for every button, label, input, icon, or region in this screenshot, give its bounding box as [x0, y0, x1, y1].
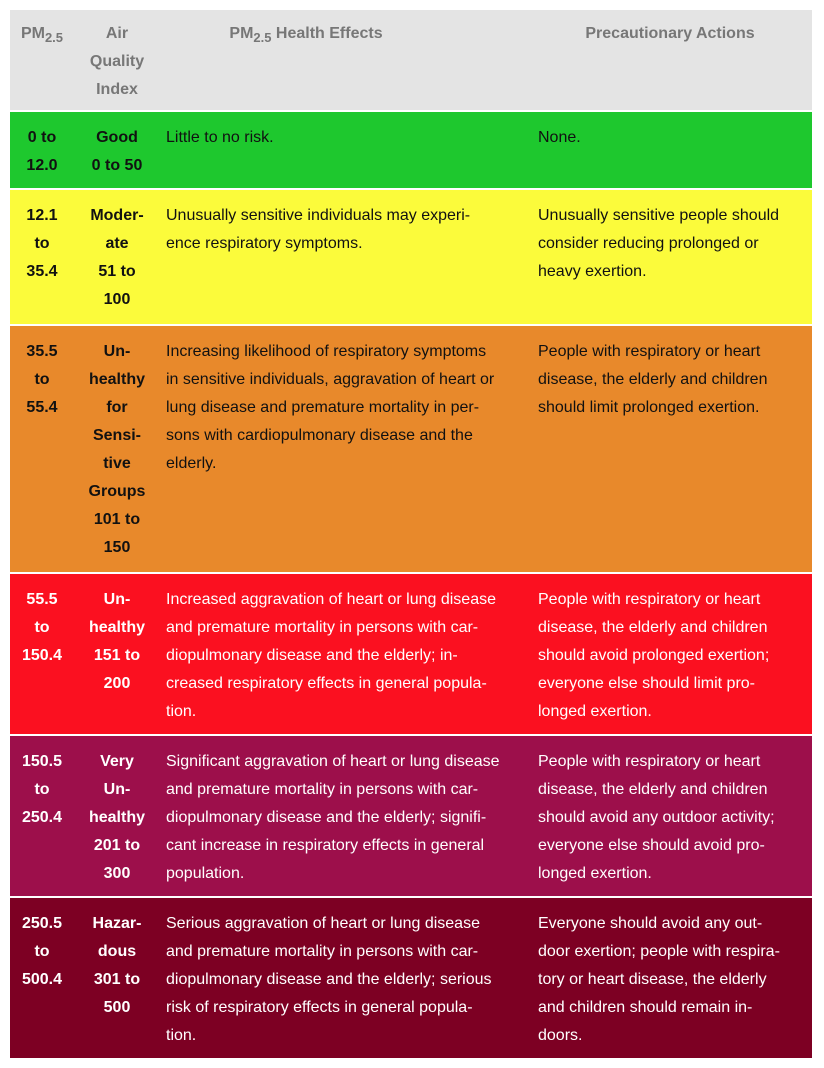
pm-range-cell-line: 250.4 — [21, 809, 63, 826]
aqi-category-cell-line: Un- — [103, 591, 131, 608]
aqi-category-cell-line: 200 — [103, 675, 131, 692]
pm-range-cell — [10, 112, 74, 180]
table-row — [10, 736, 812, 898]
precautionary-actions-cell-line: disease, the elderly and children — [538, 371, 768, 388]
header-pm-subscript: 2.5 — [44, 30, 64, 45]
precautionary-actions-cell-line: disease, the elderly and children — [538, 781, 768, 798]
table-body — [10, 112, 812, 1060]
header-aqi-line: Quality — [89, 53, 145, 70]
pm-range-cell-line: 35.5 — [26, 343, 58, 360]
health-effects-cell-line: tion. — [166, 703, 197, 720]
table-row — [10, 190, 812, 326]
pm-range-cell — [10, 736, 74, 832]
health-effects-cell-line: in sensitive individuals, aggravation of heart or — [166, 371, 495, 388]
health-effects-cell-line: Little to no risk. — [166, 129, 274, 146]
health-effects-cell — [166, 736, 528, 888]
aqi-category-cell-line: healthy — [88, 371, 145, 388]
pm-range-cell-line: 0 to — [27, 129, 57, 146]
health-effects-cell-line: Serious aggravation of heart or lung disease — [166, 915, 480, 932]
aqi-category-cell-line: 101 to — [93, 511, 141, 528]
aqi-category-cell-line: 51 to — [98, 263, 136, 280]
health-effects-cell-line: diopulmonary disease and the elderly; signifi- — [166, 809, 487, 826]
table-row — [10, 112, 812, 190]
precautionary-actions-cell-line: everyone else should avoid pro- — [538, 837, 765, 854]
aqi-category-cell-line: Groups — [88, 483, 146, 500]
health-effects-cell — [166, 326, 528, 478]
aqi-category-cell-line: 0 to 50 — [91, 157, 143, 174]
precautionary-actions-cell — [538, 112, 810, 152]
precautionary-actions-cell-line: None. — [538, 129, 581, 146]
pm-range-cell-line: 12.1 — [26, 207, 58, 224]
table-row — [10, 898, 812, 1060]
precautionary-actions-cell-line: heavy exertion. — [538, 263, 647, 280]
pm-range-cell — [10, 898, 74, 994]
pm-range-cell-line: 500.4 — [21, 971, 63, 988]
health-effects-cell-line: ence respiratory symptoms. — [166, 235, 363, 252]
health-effects-cell-line: Increased aggravation of heart or lung disease — [166, 591, 496, 608]
health-effects-cell — [166, 574, 528, 726]
aqi-category-cell-line: for — [106, 399, 128, 416]
health-effects-cell-line: lung disease and premature mortality in per- — [166, 399, 480, 416]
precautionary-actions-cell-line: should avoid prolonged exertion; — [538, 647, 770, 664]
precautionary-actions-cell — [538, 898, 810, 1050]
precautionary-actions-cell — [538, 190, 810, 286]
aqi-category-cell-line: healthy — [88, 809, 145, 826]
aqi-category-cell-line: Un- — [103, 343, 131, 360]
header-effects-subscript: 2.5 — [253, 30, 272, 45]
precautionary-actions-cell-line: doors. — [538, 1027, 583, 1044]
table-row — [10, 574, 812, 736]
aqi-category-cell-line: Very — [100, 753, 134, 770]
aqi-table — [10, 10, 812, 1060]
health-effects-cell-line: Significant aggravation of heart or lung disease — [166, 753, 500, 770]
header-pm — [10, 10, 74, 52]
health-effects-cell — [166, 112, 528, 152]
health-effects-cell-line: diopulmonary disease and the elderly; serious — [166, 971, 492, 988]
precautionary-actions-cell-line: door exertion; people with respira- — [538, 943, 780, 960]
precautionary-actions-cell-line: longed exertion. — [538, 703, 652, 720]
aqi-category-cell-line: healthy — [88, 619, 145, 636]
pm-range-cell-line: 12.0 — [26, 157, 58, 174]
pm-range-cell-line: 55.5 — [26, 591, 58, 608]
health-effects-cell — [166, 898, 528, 1050]
table-header-row — [10, 10, 812, 112]
health-effects-cell-line: cant increase in respiratory effects in general — [166, 837, 485, 854]
aqi-category-cell-line: 151 to — [93, 647, 141, 664]
precautionary-actions-cell-line: Everyone should avoid any out- — [538, 915, 763, 932]
health-effects-cell-line: and premature mortality in persons with car- — [166, 781, 479, 798]
precautionary-actions-cell-line: Unusually sensitive people should — [538, 207, 780, 224]
health-effects-cell-line: and premature mortality in persons with car- — [166, 943, 479, 960]
health-effects-cell-line: Unusually sensitive individuals may experi- — [166, 207, 471, 224]
header-aqi-line: Index — [96, 81, 138, 98]
table-row — [10, 326, 812, 574]
precautionary-actions-cell-line: should avoid any outdoor activity; — [538, 809, 775, 826]
header-health-effects — [166, 10, 446, 52]
health-effects-cell — [166, 190, 528, 258]
precautionary-actions-cell-line: People with respiratory or heart — [538, 343, 761, 360]
pm-range-cell — [10, 326, 74, 422]
aqi-category-cell-line: 150 — [103, 539, 131, 556]
health-effects-cell-line: elderly. — [166, 455, 217, 472]
pm-range-cell-line: 250.5 — [21, 915, 63, 932]
aqi-category-cell-line: Sensi- — [92, 427, 141, 444]
precautionary-actions-cell-line: disease, the elderly and children — [538, 619, 768, 636]
pm-range-cell-line: 35.4 — [26, 263, 58, 280]
header-effects-suffix: Health Effects — [271, 25, 383, 42]
aqi-category-cell-line: 500 — [103, 999, 131, 1016]
aqi-category-cell-line: 100 — [103, 291, 131, 308]
aqi-category-cell-line: ate — [105, 235, 129, 252]
header-aqi-line: Air — [105, 25, 129, 42]
precautionary-actions-cell — [538, 736, 810, 888]
precautionary-actions-cell — [538, 574, 810, 726]
health-effects-cell-line: and premature mortality in persons with car- — [166, 619, 479, 636]
aqi-category-cell-line: dous — [97, 943, 137, 960]
aqi-category-cell — [80, 736, 154, 888]
pm-range-cell-line: to — [34, 619, 50, 636]
aqi-category-cell-line: Un- — [103, 781, 131, 798]
health-effects-cell-line: diopulmonary disease and the elderly; in- — [166, 647, 458, 664]
health-effects-cell-line: risk of respiratory effects in general popula- — [166, 999, 473, 1016]
health-effects-cell-line: tion. — [166, 1027, 197, 1044]
header-precautionary-actions: Precautionary Actions — [585, 25, 755, 42]
health-effects-cell-line: Increasing likelihood of respiratory symptoms — [166, 343, 487, 360]
pm-range-cell-line: 150.4 — [21, 647, 63, 664]
precautionary-actions-cell-line: tory or heart disease, the elderly — [538, 971, 767, 988]
precautionary-actions-cell-line: consider reducing prolonged or — [538, 235, 759, 252]
precautionary-actions-cell-line: everyone else should limit pro- — [538, 675, 755, 692]
pm-range-cell-line: to — [34, 371, 50, 388]
header-aqi — [80, 10, 154, 104]
precautionary-actions-cell-line: and children should remain in- — [538, 999, 753, 1016]
precautionary-actions-cell-line: People with respiratory or heart — [538, 591, 761, 608]
header-pm-text: PM — [20, 25, 45, 42]
health-effects-cell-line: sons with cardiopulmonary disease and the — [166, 427, 473, 444]
aqi-category-cell-line: 300 — [103, 865, 131, 882]
health-effects-cell-line: creased respiratory effects in general popula- — [166, 675, 487, 692]
precautionary-actions-cell — [538, 326, 810, 422]
aqi-category-cell-line: Moder- — [90, 207, 144, 224]
pm-range-cell — [10, 190, 74, 286]
aqi-category-cell-line: Hazar- — [92, 915, 142, 932]
header-effects-prefix: PM — [229, 25, 254, 42]
pm-range-cell-line: to — [34, 943, 50, 960]
aqi-category-cell — [80, 326, 154, 562]
aqi-category-cell — [80, 190, 154, 314]
aqi-category-cell — [80, 574, 154, 698]
pm-range-cell-line: 150.5 — [21, 753, 63, 770]
aqi-category-cell-line: tive — [103, 455, 131, 472]
precautionary-actions-cell-line: longed exertion. — [538, 865, 652, 882]
pm-range-cell — [10, 574, 74, 670]
aqi-category-cell-line: 301 to — [93, 971, 141, 988]
aqi-category-cell-line: Good — [96, 129, 138, 146]
aqi-category-cell — [80, 898, 154, 1022]
pm-range-cell-line: to — [34, 781, 50, 798]
pm-range-cell-line: 55.4 — [26, 399, 58, 416]
precautionary-actions-cell-line: should limit prolonged exertion. — [538, 399, 760, 416]
precautionary-actions-cell-line: People with respiratory or heart — [538, 753, 761, 770]
health-effects-cell-line: population. — [166, 865, 245, 882]
aqi-category-cell — [80, 112, 154, 180]
pm-range-cell-line: to — [34, 235, 50, 252]
aqi-category-cell-line: 201 to — [93, 837, 141, 854]
